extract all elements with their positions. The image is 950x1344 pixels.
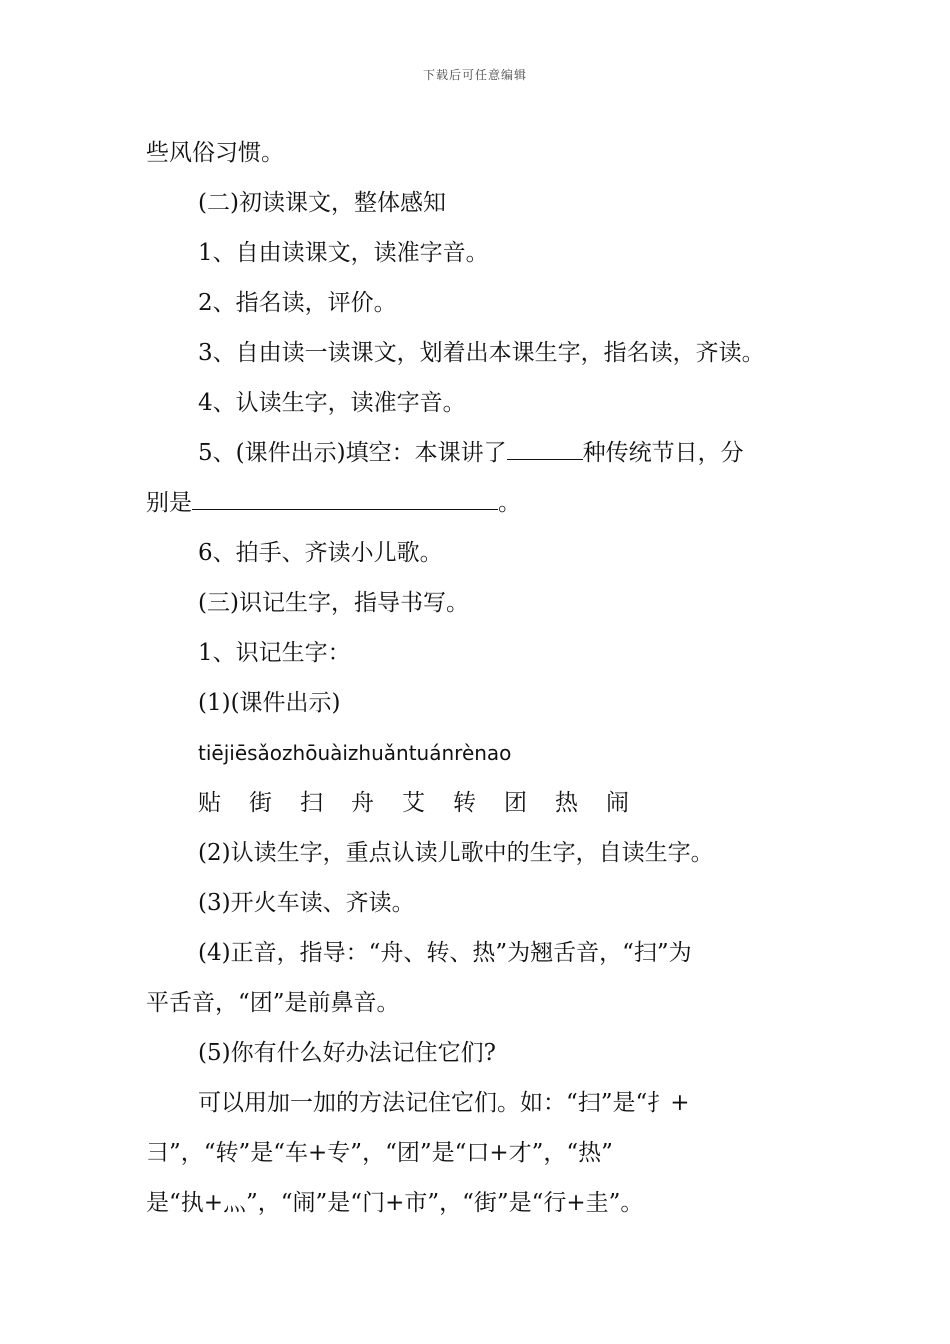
character: 团 (504, 790, 527, 816)
character: 转 (453, 790, 476, 816)
list-item: 4、认读生字，读准字音。 (198, 390, 466, 416)
paragraph-line: 些风俗习惯。 (146, 140, 284, 166)
list-item: 1、自由读课文，读准字音。 (198, 240, 489, 266)
section-heading: (三)识记生字，指导书写。 (198, 590, 469, 616)
paragraph-line: 可以用加一加的方法记住它们。如：“扫”是“扌+ (198, 1090, 690, 1116)
list-item: 6、拍手、齐读小儿歌。 (198, 540, 443, 566)
blank-underline (507, 429, 583, 460)
character: 扫 (300, 790, 323, 816)
character: 热 (555, 790, 578, 816)
list-item: 1、识记生字： (198, 640, 351, 666)
character: 街 (249, 790, 272, 816)
fill-blank-line (146, 478, 816, 528)
blank-underline (192, 479, 498, 510)
list-item: (4)正音，指导：“舟、转、热”为翘舌音，“扫”为 (198, 940, 692, 966)
character: 闹 (606, 790, 629, 816)
document-body (146, 128, 816, 1228)
list-item: (2)认读生字，重点认读儿歌中的生字，自读生字。 (198, 840, 714, 866)
fill-blank-text: 5、(课件出示)填空：本课讲了 (198, 440, 507, 466)
section-heading: (二)初读课文，整体感知 (198, 190, 446, 216)
fill-blank-text: 别是 (146, 490, 192, 516)
paragraph-line: 彐”，“转”是“车+专”，“团”是“口+才”，“热” (146, 1140, 613, 1166)
fill-blank-line (146, 428, 816, 478)
list-item: 3、自由读一读课文，划着出本课生字，指名读，齐读。 (198, 340, 765, 366)
fill-blank-text: 。 (498, 490, 521, 516)
paragraph-line: 平舌音，“团”是前鼻音。 (146, 990, 400, 1016)
character: 贴 (198, 790, 221, 816)
character: 舟 (351, 790, 374, 816)
character-row (146, 778, 816, 828)
page-header: 下载后可任意编辑 (422, 68, 527, 82)
character: 艾 (402, 790, 425, 816)
list-item: (5)你有什么好办法记住它们? (198, 1040, 496, 1066)
fill-blank-text: 种传统节日，分 (582, 440, 744, 466)
pinyin-line: tiējiēsǎozhōuàizhuǎntuánrènao (198, 741, 512, 765)
list-item: (1)(课件出示) (198, 690, 341, 716)
list-item: 2、指名读，评价。 (198, 290, 397, 316)
list-item: (3)开火车读、齐读。 (198, 890, 415, 916)
paragraph-line: 是“执+灬”，“闹”是“门+市”，“街”是“行+圭”。 (146, 1190, 644, 1216)
